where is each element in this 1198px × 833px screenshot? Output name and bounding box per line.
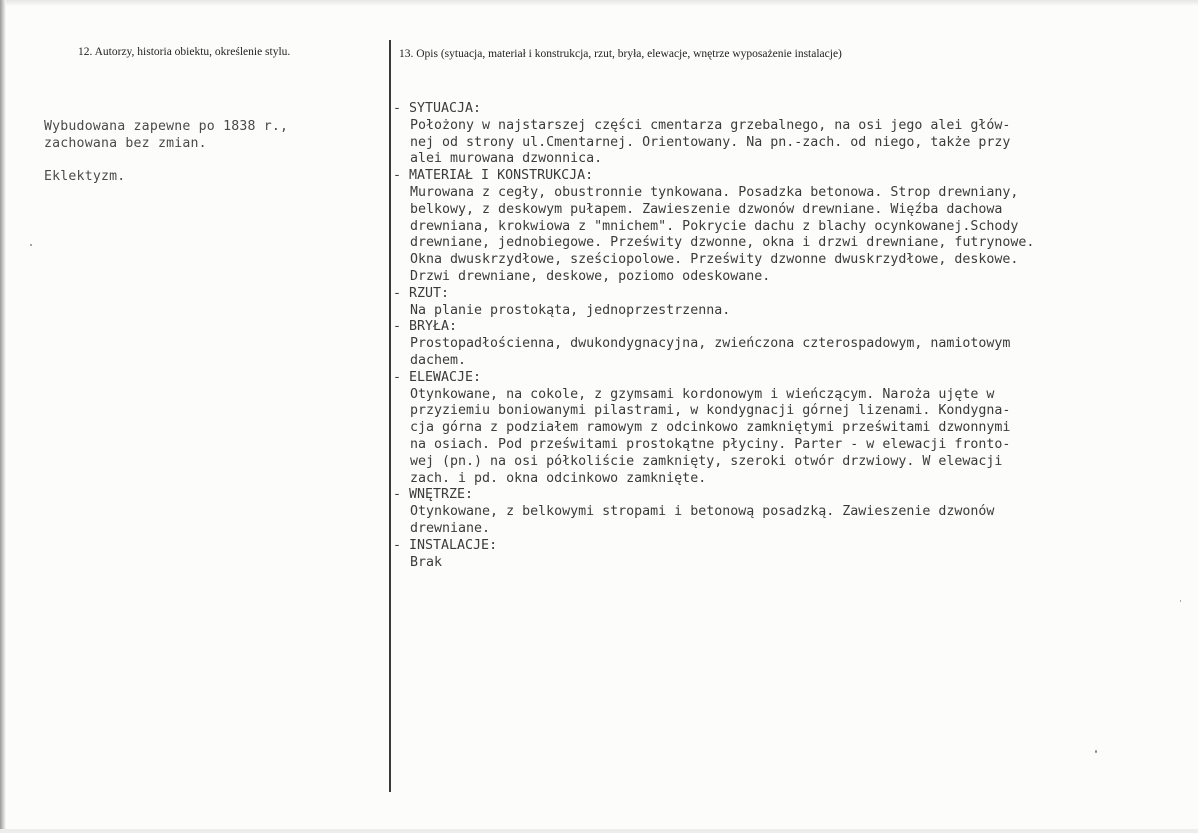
scan-speck [30, 244, 32, 246]
section-line: alei murowana dzwonnica. [410, 151, 603, 167]
scan-edge-top [0, 0, 1198, 6]
section-line: Otynkowane, z belkowymi stropami i betonową posadzką. Zawieszenie dzwonów [410, 504, 995, 520]
section-line: Brak [410, 554, 443, 570]
section-line: nej od strony ul.Cmentarnej. Orientowany. Na pn.-zach. od niego, także przy [410, 134, 1011, 150]
scan-edge-left [0, 0, 6, 833]
section-line: drewniana, krokwiowa z "mnichem". Pokrycie dachu z blachy ocynkowanej.Schody [410, 218, 1019, 234]
history-line: Wybudowana zapewne po 1838 r., [44, 119, 289, 134]
section-line: cja górna z podziałem ramowym z odcinkowo zamkniętymi prześwitami dzwonnymi [410, 420, 1011, 436]
section-heading: - MATERIAŁ I KONSTRUKCJA: [393, 168, 594, 184]
blank-line [44, 152, 374, 169]
section-wnetrze [393, 487, 1173, 537]
section-line: Okna dwuskrzydłowe, sześciopolowe. Prześwity dzwonne dwuskrzydłowe, deskowe. [410, 252, 1019, 268]
column-divider [389, 40, 391, 792]
section-line: przyziemiu boniowanymi pilastrami, w kondygnacji górnej lizenami. Kondygna- [410, 403, 1011, 419]
section-heading: - SYTUACJA: [393, 101, 482, 116]
section-line: Otynkowane, na cokole, z gzymsami kordonowym i wieńczącym. Naroża ujęte w [410, 386, 995, 402]
section-heading: - WNĘTRZE: [393, 487, 474, 503]
section-line: zach. i pd. okna odcinkowo zamknięte. [410, 470, 707, 486]
description-text [393, 101, 1173, 571]
section-line: dachem. [410, 352, 467, 368]
field-13-header: 13. Opis (sytuacja, materiał i konstrukcja, rzut, bryła, elewacje, wnętrze wyposażenie instalacje) [399, 48, 842, 60]
section-line: wej (pn.) na osi półkoliście zamknięty, szeroki otwór drzwiowy. W elewacji [410, 453, 1003, 469]
scan-speck [1180, 600, 1181, 602]
field-12-header: 12. Autorzy, historia obiektu, określenie stylu. [78, 46, 291, 58]
section-heading: - RZUT: [393, 285, 450, 301]
history-line: zachowana bez zmian. [44, 135, 207, 151]
section-heading: - INSTALACJE: [393, 537, 498, 553]
section-line: Prostopadłościenna, dwukondygnacyjna, zwieńczona czterospadowym, namiotowym [410, 336, 1011, 352]
section-material-konstrukcja [393, 168, 1173, 286]
scan-speck [1095, 750, 1097, 753]
section-line: Na planie prostokąta, jednoprzestrzenna. [410, 302, 731, 318]
section-line: Murowana z cegły, obustronnie tynkowana. Posadzka betonowa. Strop drewniany, [410, 184, 1019, 200]
section-line: Drzwi drewniane, deskowe, poziomo odeskowane. [410, 268, 771, 284]
section-line: drewniane. [410, 520, 491, 536]
scan-edge-bottom [0, 829, 1198, 833]
authors-history-style-text [44, 119, 374, 186]
section-elewacje [393, 370, 1173, 488]
section-line: na osiach. Pod prześwitami prostokątne płyciny. Parter - w elewacji fronto- [410, 436, 1011, 452]
section-heading: - ELEWACJE: [393, 369, 482, 385]
section-line: belkowy, z deskowym pułapem. Zawieszenie dzwonów drewniane. Więźba dachowa [410, 201, 1003, 217]
section-line: drewniane, jednobiegowe. Prześwity dzwonne, okna i drzwi drewniane, futrynowe. [410, 235, 1035, 251]
section-line: Położony w najstarszej części cmentarza grzebalnego, na osi jego alei głów- [410, 117, 1011, 133]
section-heading: - BRYŁA: [393, 319, 458, 335]
section-instalacje [393, 538, 1173, 572]
section-sytuacja [393, 101, 1173, 168]
style-line: Eklektyzm. [44, 169, 126, 184]
section-rzut [393, 286, 1173, 320]
section-bryla [393, 319, 1173, 369]
